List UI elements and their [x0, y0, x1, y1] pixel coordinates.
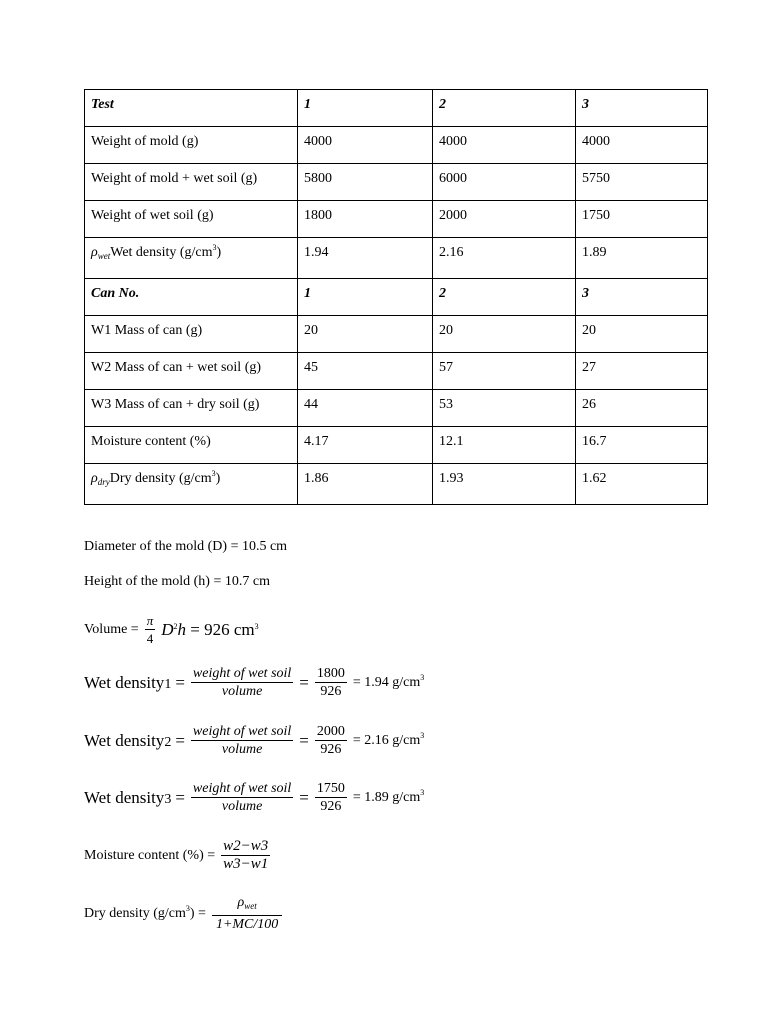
equals-sign: =	[299, 672, 309, 692]
wet-density-2-formula	[84, 723, 424, 758]
rho-subscript: wet	[244, 901, 257, 911]
table-cell: 5800	[298, 164, 433, 201]
table-cell: 1800	[298, 201, 433, 238]
square-superscript: 2	[173, 621, 178, 631]
fraction-numerator: 1800	[316, 666, 345, 681]
fraction-denominator: 926	[315, 682, 347, 700]
table-cell: 2.16	[433, 238, 576, 279]
pi-over-four-fraction	[145, 612, 156, 647]
wet-density-label	[84, 788, 171, 808]
equals-sign: =	[175, 730, 185, 750]
fraction-numerator: weight of wet soil	[192, 724, 292, 739]
table-cell: 45	[298, 353, 433, 390]
moisture-content-label: Moisture content (%) =	[84, 847, 216, 863]
result-text: = 1.89 g/cm	[352, 789, 421, 805]
table-row	[85, 427, 708, 464]
table-cell: 1.86	[298, 464, 433, 505]
cubic-superscript: 3	[254, 621, 259, 631]
close-paren: )	[215, 471, 221, 486]
table-cell: 44	[298, 390, 433, 427]
cubic-superscript: 3	[420, 787, 425, 797]
moisture-fraction	[221, 838, 270, 873]
table-cell: 1750	[576, 201, 708, 238]
table-cell: 12.1	[433, 427, 576, 464]
unit-superscript: 3	[211, 469, 216, 478]
table-row-dry-density	[85, 464, 708, 505]
results-table	[84, 89, 708, 505]
equals-sign: =	[299, 787, 309, 807]
table-header-cell: Test	[85, 90, 298, 127]
table-header-cell: 1	[298, 279, 433, 316]
table-row	[85, 127, 708, 164]
wet-density-text: Wet density	[84, 730, 165, 750]
fraction-numerator: 2000	[316, 724, 345, 739]
table-cell: 2000	[433, 201, 576, 238]
table-cell: 53	[433, 390, 576, 427]
moisture-content-formula	[84, 838, 272, 873]
wet-density-1-formula	[84, 665, 424, 700]
cubic-superscript: 3	[185, 903, 190, 913]
fraction-denominator: volume	[191, 797, 293, 815]
height-line: Height of the mold (h) = 10.7 cm	[84, 574, 270, 589]
table-cell: 1.89	[576, 238, 708, 279]
table-header-cell: 3	[576, 279, 708, 316]
fraction-denominator: volume	[191, 682, 293, 700]
dry-density-text: Dry density (g/cm	[84, 905, 186, 921]
result-text: = 2.16 g/cm	[352, 732, 421, 748]
fraction-denominator: volume	[191, 740, 293, 758]
volume-label: Volume =	[84, 621, 139, 637]
subscript: 2	[164, 734, 172, 750]
table-cell: 4.17	[298, 427, 433, 464]
wet-density-label: Wet density (g/cm	[110, 245, 213, 260]
table-cell-label: W1 Mass of can (g)	[85, 316, 298, 353]
value-fraction	[315, 665, 347, 700]
dry-density-formula	[84, 894, 284, 933]
rho-symbol: ρ	[237, 895, 245, 910]
subscript: 1	[164, 676, 172, 692]
table-cell: 4000	[433, 127, 576, 164]
cubic-superscript: 3	[420, 730, 425, 740]
table-row-wet-density	[85, 238, 708, 279]
table-cell: 16.7	[576, 427, 708, 464]
table-row	[85, 201, 708, 238]
table-cell: 27	[576, 353, 708, 390]
wet-density-text: Wet density	[84, 672, 165, 692]
table-cell: 20	[298, 316, 433, 353]
table-header-cell: 2	[433, 279, 576, 316]
fraction-denominator: 926	[315, 797, 347, 815]
table-cell-label: W3 Mass of can + dry soil (g)	[85, 390, 298, 427]
table-cell-label: Weight of wet soil (g)	[85, 201, 298, 238]
table-cell-label: Weight of mold + wet soil (g)	[85, 164, 298, 201]
unit-superscript: 3	[212, 243, 217, 252]
table-cell: 20	[576, 316, 708, 353]
fraction-numerator: weight of wet soil	[192, 666, 292, 681]
table-cell: 4000	[298, 127, 433, 164]
diameter-symbol: D	[161, 619, 174, 639]
wet-density-text: Wet density	[84, 787, 165, 807]
table-row	[85, 390, 708, 427]
wet-density-label	[84, 731, 171, 751]
equals-sign: =	[299, 730, 309, 750]
table-cell: 20	[433, 316, 576, 353]
dry-density-label: Dry density (g/cm	[109, 471, 212, 486]
table-header-row	[85, 90, 708, 127]
volume-result: = 926 cm	[190, 619, 255, 639]
fraction-numerator	[212, 894, 282, 915]
equals-sign: =	[175, 787, 185, 807]
table-row	[85, 353, 708, 390]
table-header-cell: Can No.	[85, 279, 298, 316]
table-cell: 1.93	[433, 464, 576, 505]
table-cell-label: W2 Mass of can + wet soil (g)	[85, 353, 298, 390]
table-cell: 26	[576, 390, 708, 427]
fraction-denominator: 926	[315, 740, 347, 758]
volume-formula	[84, 612, 259, 647]
label-end: ) =	[189, 905, 206, 921]
table-cell-label: Moisture content (%)	[85, 427, 298, 464]
fraction-denominator: w3−w1	[223, 856, 269, 872]
subscript: 3	[164, 791, 172, 807]
value-fraction	[315, 780, 347, 815]
table-header-row	[85, 279, 708, 316]
weight-volume-fraction	[191, 665, 293, 700]
table-cell-label: Weight of mold (g)	[85, 127, 298, 164]
table-cell: 1.94	[298, 238, 433, 279]
height-symbol: h	[177, 619, 186, 639]
table-header-cell: 1	[298, 90, 433, 127]
rho-symbol: ρ	[91, 245, 98, 260]
table-cell: 5750	[576, 164, 708, 201]
dry-density-fraction	[212, 894, 282, 933]
fraction-denominator: 1+MC/100	[212, 915, 282, 933]
value-fraction	[315, 723, 347, 758]
weight-volume-fraction	[191, 723, 293, 758]
fraction-numerator: weight of wet soil	[192, 781, 292, 796]
rho-subscript: wet	[97, 251, 111, 261]
wet-density-result	[352, 730, 425, 749]
cubic-superscript: 3	[420, 672, 425, 682]
dry-density-label	[84, 903, 206, 922]
diameter-line: Diameter of the mold (D) = 10.5 cm	[84, 539, 288, 554]
table-header-cell: 3	[576, 90, 708, 127]
table-cell: 1.62	[576, 464, 708, 505]
table-row	[85, 316, 708, 353]
equals-sign: =	[175, 672, 185, 692]
table-cell: 6000	[433, 164, 576, 201]
table-cell: 4000	[576, 127, 708, 164]
wet-density-3-formula	[84, 780, 424, 815]
fraction-numerator: π	[146, 613, 154, 628]
table-cell-label	[85, 238, 298, 279]
fraction-numerator: w2−w3	[223, 838, 269, 854]
table-row	[85, 164, 708, 201]
fraction-denominator: 4	[145, 629, 156, 647]
rho-symbol: ρ	[91, 471, 98, 486]
close-paren: )	[216, 245, 222, 260]
volume-expression	[161, 620, 258, 640]
weight-volume-fraction	[191, 780, 293, 815]
wet-density-result	[352, 672, 425, 691]
result-text: = 1.94 g/cm	[352, 674, 421, 690]
wet-density-label	[84, 673, 171, 693]
table-header-cell: 2	[433, 90, 576, 127]
table-cell: 57	[433, 353, 576, 390]
fraction-numerator: 1750	[316, 781, 345, 796]
rho-subscript: dry	[97, 477, 110, 487]
table-cell-label	[85, 464, 298, 505]
wet-density-result	[352, 787, 425, 806]
